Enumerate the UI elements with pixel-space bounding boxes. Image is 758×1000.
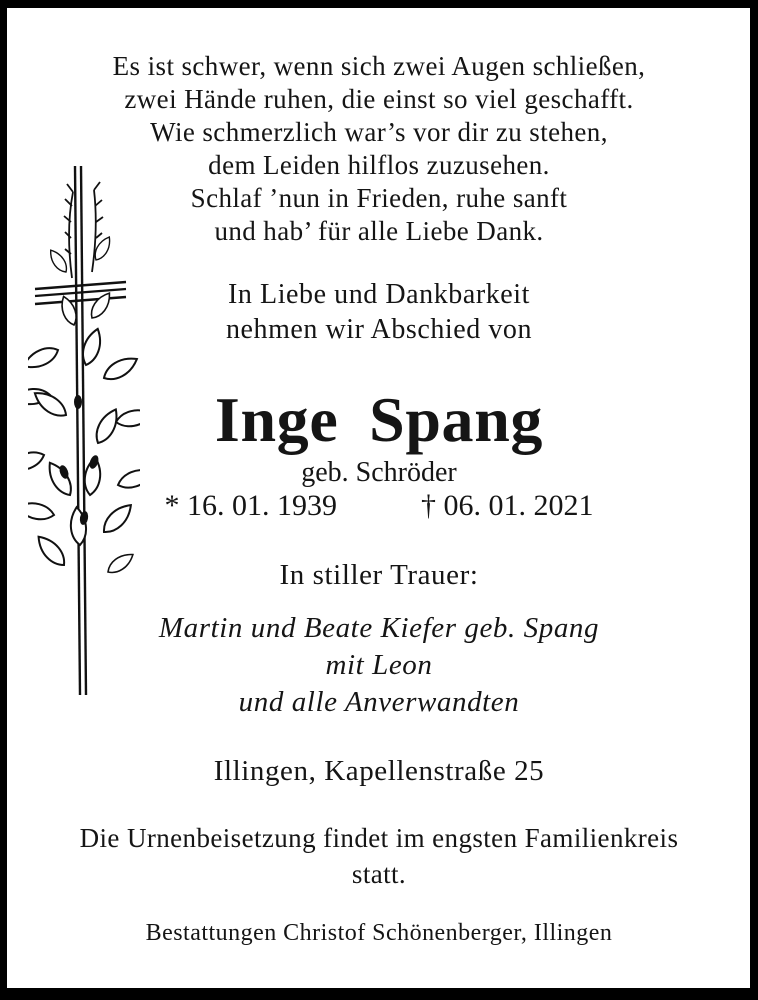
funeral-info xyxy=(0,820,758,892)
mourners-list xyxy=(0,610,758,721)
birth-date: * 16. 01. 1939 xyxy=(164,489,337,522)
undertaker-line: Bestattungen Christof Schönenberger, Illingen xyxy=(145,920,613,946)
poem-line: dem Leiden hilflos zuzusehen. xyxy=(208,150,550,180)
intro-line: nehmen wir Abschied von xyxy=(225,314,533,345)
farewell-intro xyxy=(0,277,758,347)
mourner-line: Martin und Beate Kiefer geb. Spang xyxy=(158,612,600,644)
poem-line: zwei Hände ruhen, die einst so viel geschafft. xyxy=(124,84,634,114)
mourner-line: mit Leon xyxy=(325,649,433,681)
funeral-line: statt. xyxy=(351,859,407,889)
poem xyxy=(0,50,758,248)
poem-line: Wie schmerzlich war’s vor dir zu stehen, xyxy=(150,117,608,147)
intro-line: In Liebe und Dankbarkeit xyxy=(228,279,530,310)
mourning-header: In stiller Trauer: xyxy=(279,559,479,591)
deceased-name: Inge Spang xyxy=(214,384,544,455)
poem-line: Schlaf ’nun in Frieden, ruhe sanft xyxy=(190,183,568,213)
life-dates xyxy=(0,489,758,523)
address-line: Illingen, Kapellenstraße 25 xyxy=(213,755,545,787)
mourner-line: und alle Anverwandten xyxy=(238,686,520,718)
death-date: † 06. 01. 2021 xyxy=(421,489,594,522)
maiden-name: geb. Schröder xyxy=(301,457,457,488)
funeral-line: Die Urnenbeisetzung findet im engsten Familienkreis xyxy=(79,823,679,853)
poem-line: Es ist schwer, wenn sich zwei Augen schließen, xyxy=(112,51,646,81)
poem-line: und hab’ für alle Liebe Dank. xyxy=(214,216,544,246)
